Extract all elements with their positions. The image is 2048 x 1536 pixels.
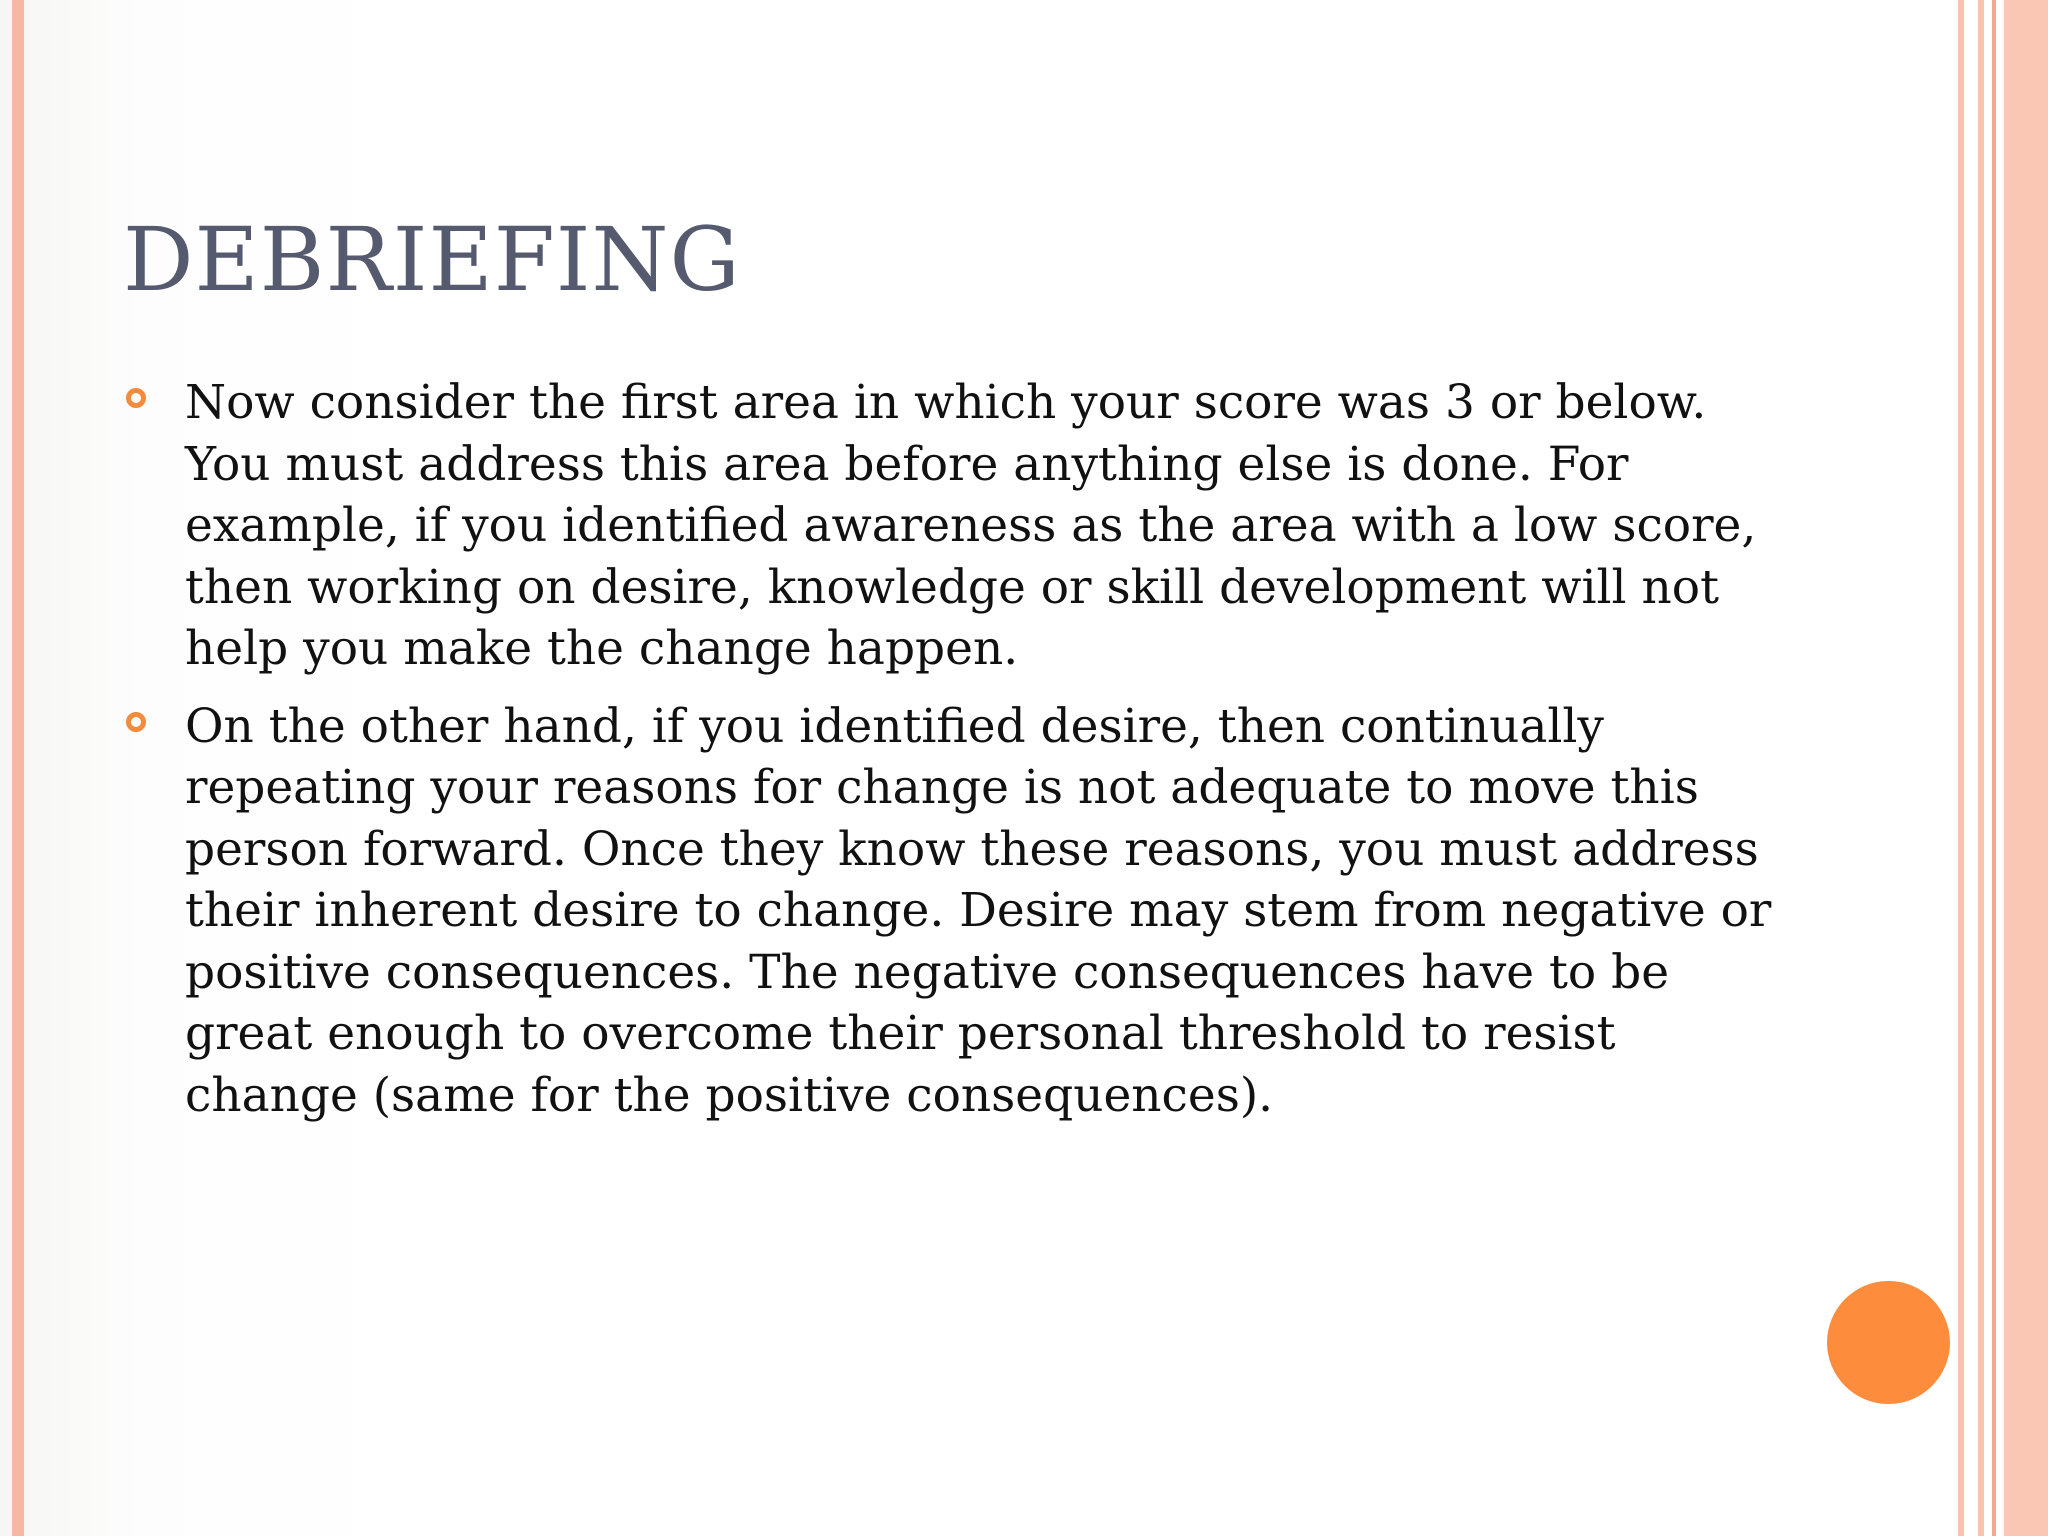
- bullet-item: [125, 372, 1775, 680]
- right-border-stripe: [1978, 0, 1984, 1536]
- right-border-stripe: [2004, 0, 2048, 1536]
- right-border-stripe: [1992, 0, 1996, 1536]
- bullet-item: [125, 696, 1775, 1127]
- bullet-ring-icon: [126, 712, 146, 732]
- accent-circle-icon: [1827, 1281, 1950, 1404]
- bullet-text: On the other hand, if you identified desire, then continually repeating your reasons for change is not adequate to move this person forward. Once they know these reasons, you must address their inherent desire to change. Desire may stem from negative or positive consequences. The negative consequences have to be great enough to overcome their personal threshold to resist change (same for the positive consequences).: [185, 698, 1772, 1123]
- slide-title: DEBRIEFING: [123, 208, 741, 311]
- bullet-list: [125, 372, 1775, 1142]
- bullet-text: Now consider the first area in which your score was 3 or below. You must address this area before anything else is done. For example, if you identified awareness as the area with a low score, then working on desire, knowledge or skill development will not help you make the change happen.: [185, 375, 1757, 676]
- bullet-ring-icon: [126, 388, 146, 408]
- left-border-stripe: [12, 0, 24, 1536]
- right-border-stripe: [1958, 0, 1964, 1536]
